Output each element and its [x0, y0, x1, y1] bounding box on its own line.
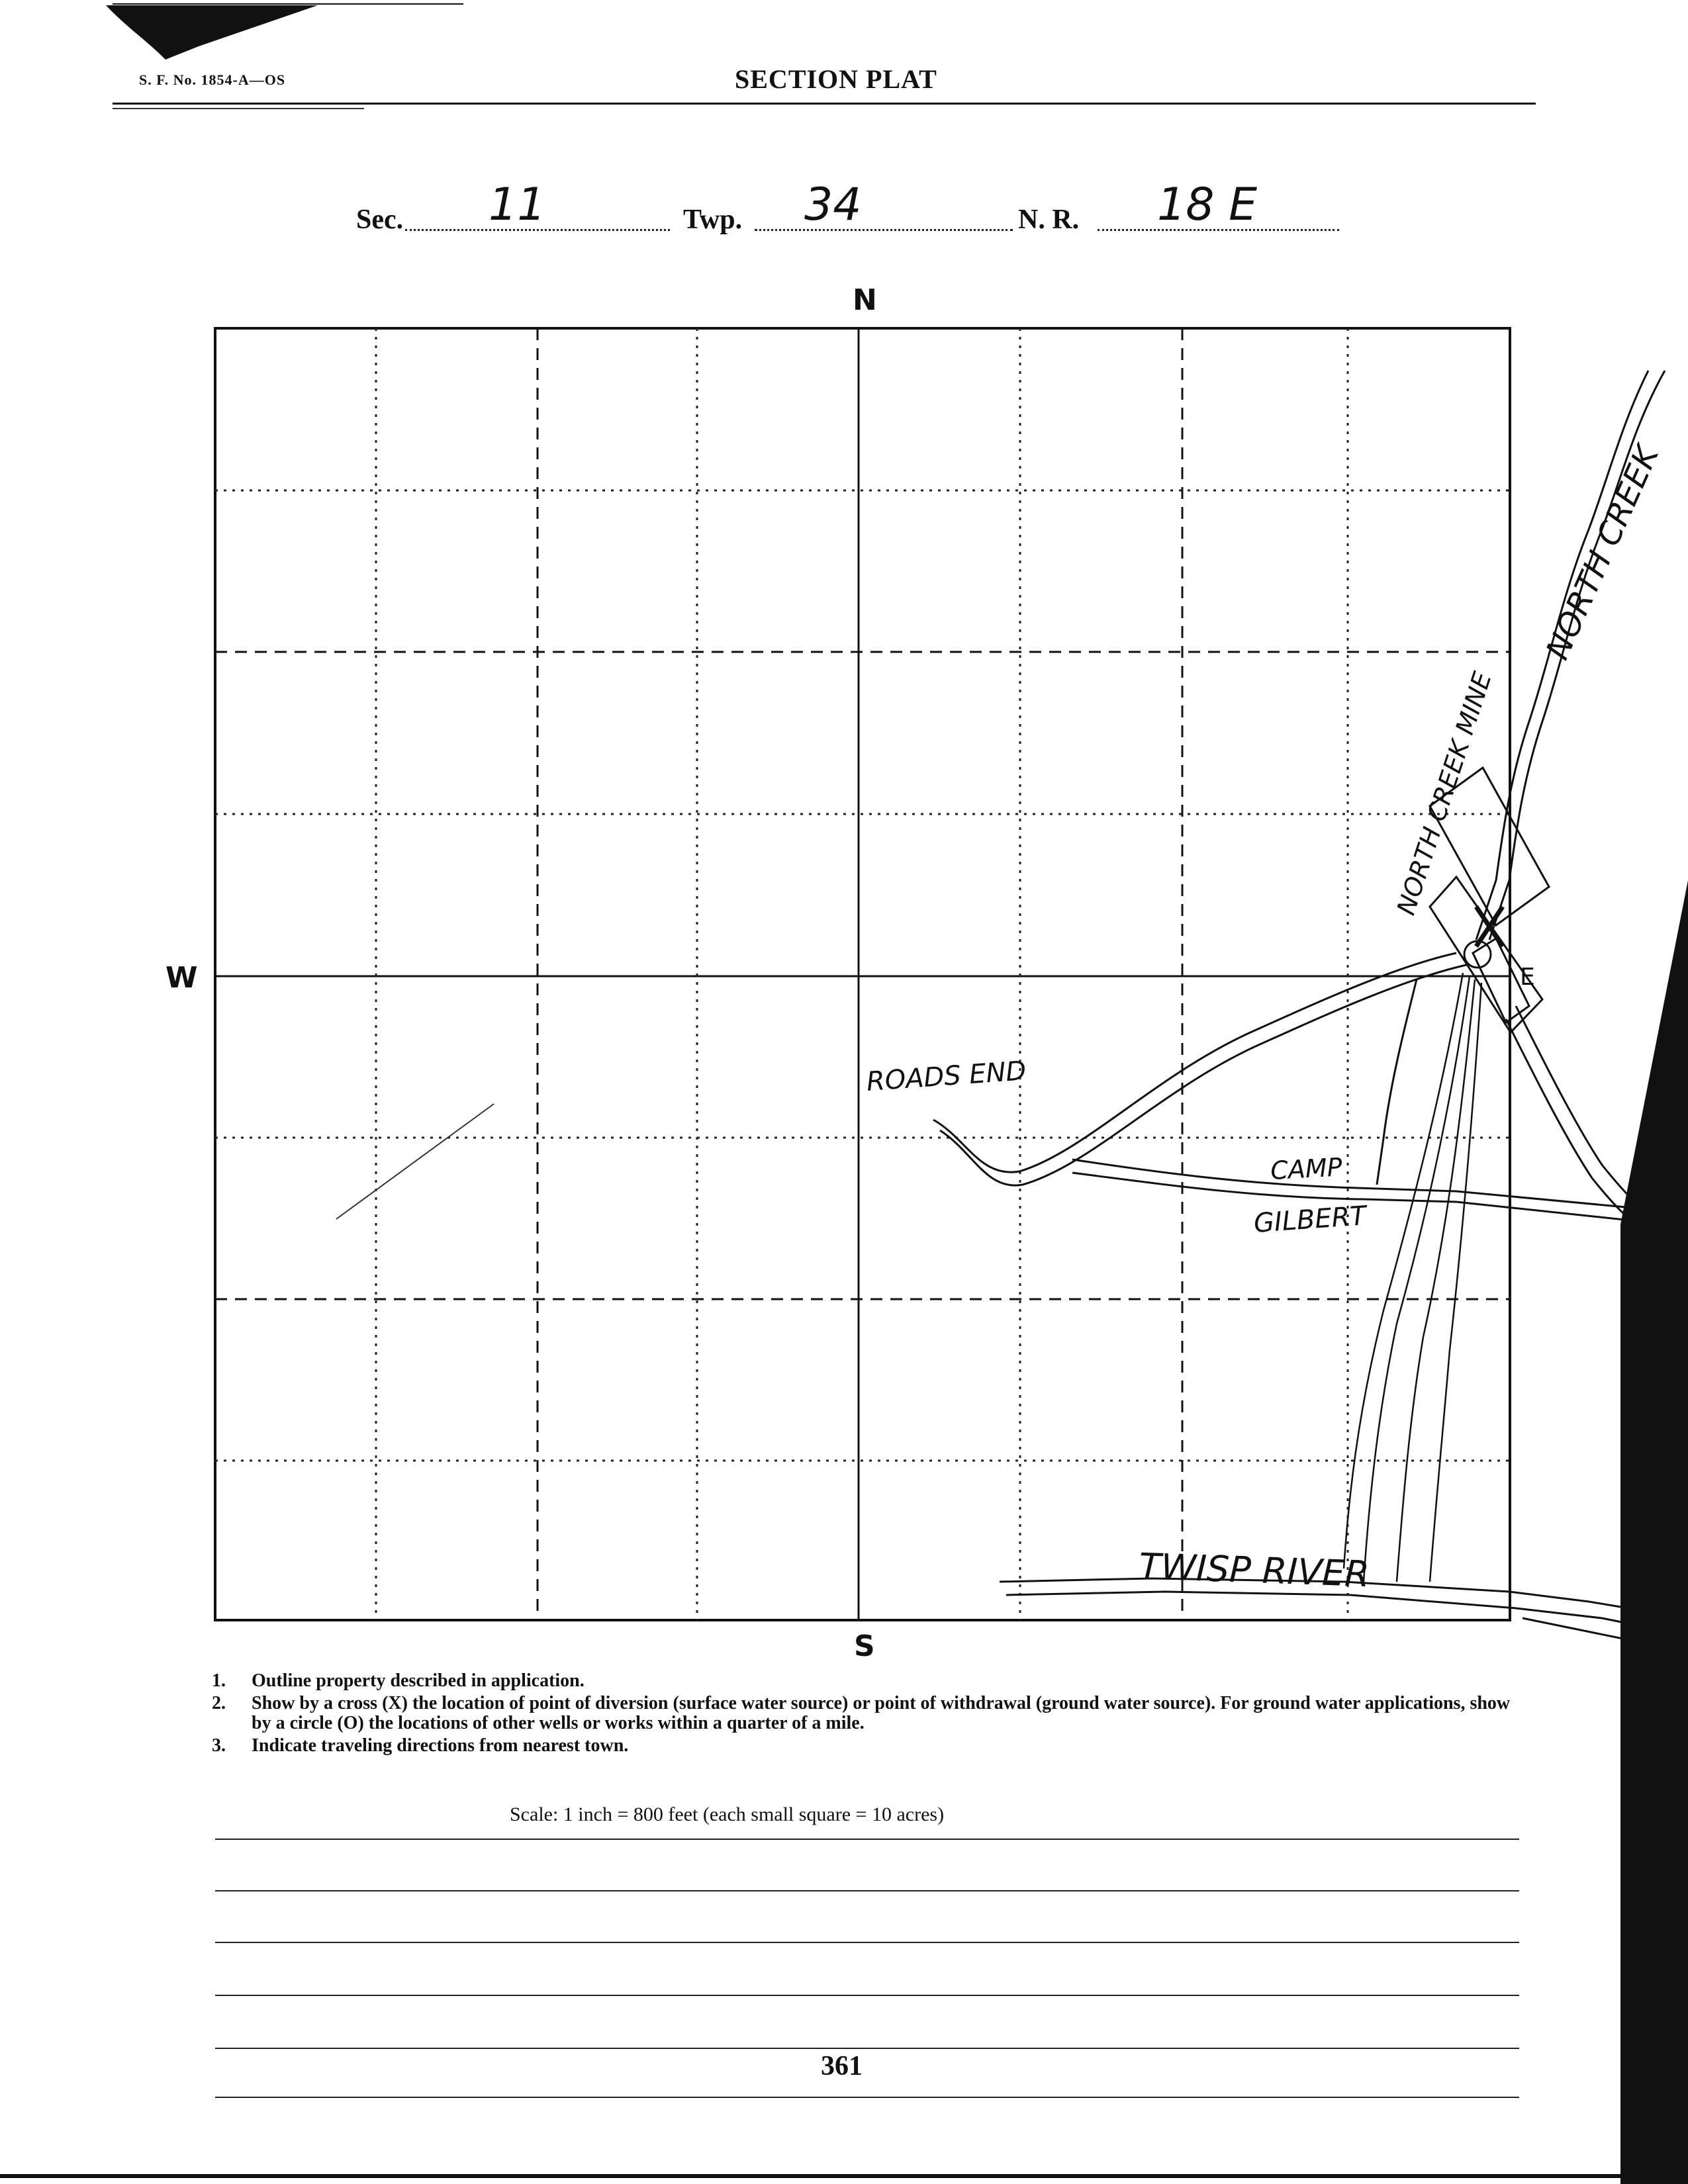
nr-value[interactable]: 18 E: [1157, 179, 1258, 231]
writing-line-1[interactable]: [215, 1839, 1519, 1840]
camp-road: [1072, 1160, 1668, 1224]
label-north-creek-mine: NORTH CREEK MINE: [1391, 668, 1497, 919]
sec-value[interactable]: 11: [489, 179, 546, 231]
instruction-3: [185, 1736, 1523, 1756]
compass-north: N: [853, 283, 877, 317]
instruction-1: [185, 1671, 1523, 1691]
writing-line-3[interactable]: [215, 1942, 1519, 1943]
plat-border: [215, 328, 1510, 1620]
scan-edge-shadow-taper: [1620, 880, 1688, 1224]
instruction-3-text: Indicate traveling directions from nearest town.: [252, 1735, 629, 1756]
label-camp: CAMP: [1270, 1152, 1343, 1185]
page-number: 361: [821, 2051, 863, 2081]
scale-note: Scale: 1 inch = 800 feet (each small square = 10 acres): [510, 1803, 945, 1825]
instructions-block: [185, 1671, 1523, 1758]
instruction-2: [185, 1694, 1523, 1733]
sixteenth-lines: [215, 328, 1510, 1620]
compass-west: W: [165, 961, 198, 995]
camp-track: [1377, 979, 1417, 1185]
writing-line-6[interactable]: [215, 2097, 1519, 2098]
twp-value[interactable]: 34: [804, 179, 862, 231]
instruction-1-text: Outline property described in application.: [252, 1670, 585, 1691]
compass-south: S: [854, 1629, 875, 1663]
scan-edge-shadow: [1620, 1224, 1688, 2184]
instruction-3-number: 3.: [212, 1735, 226, 1756]
label-gilbert: GILBERT: [1252, 1201, 1368, 1239]
label-east-handwritten: E: [1520, 964, 1535, 991]
writing-line-4[interactable]: [215, 1995, 1519, 1996]
twp-label: Twp.: [683, 205, 743, 235]
label-twisp-river: TWISP RIVER: [1138, 1545, 1370, 1596]
nr-label: N. R.: [1018, 205, 1080, 235]
sec-label: Sec.: [356, 205, 404, 235]
page-title: SECTION PLAT: [735, 64, 937, 94]
diversion-ditch-lines: [1344, 973, 1481, 1582]
label-roads: ROADS END: [865, 1056, 1027, 1097]
form-number: S. F. No. 1854-A—OS: [139, 71, 286, 88]
label-north-creek: NORTH CREEK: [1538, 440, 1666, 665]
instruction-2-text: Show by a cross (X) the location of point of diversion (surface water source) or point of withdrawal (ground water source). For ground water applications, show by a circle (O) the locations of other wells or works within a quarter of a mile.: [252, 1693, 1511, 1733]
writing-line-5[interactable]: [215, 2048, 1519, 2049]
writing-line-2[interactable]: [215, 1890, 1519, 1891]
instruction-2-number: 2.: [212, 1693, 226, 1713]
instruction-1-number: 1.: [212, 1670, 226, 1691]
quarter-lines: [215, 328, 1510, 1620]
scan-corner-artifact: [106, 5, 318, 60]
stray-mark: [336, 1104, 494, 1219]
